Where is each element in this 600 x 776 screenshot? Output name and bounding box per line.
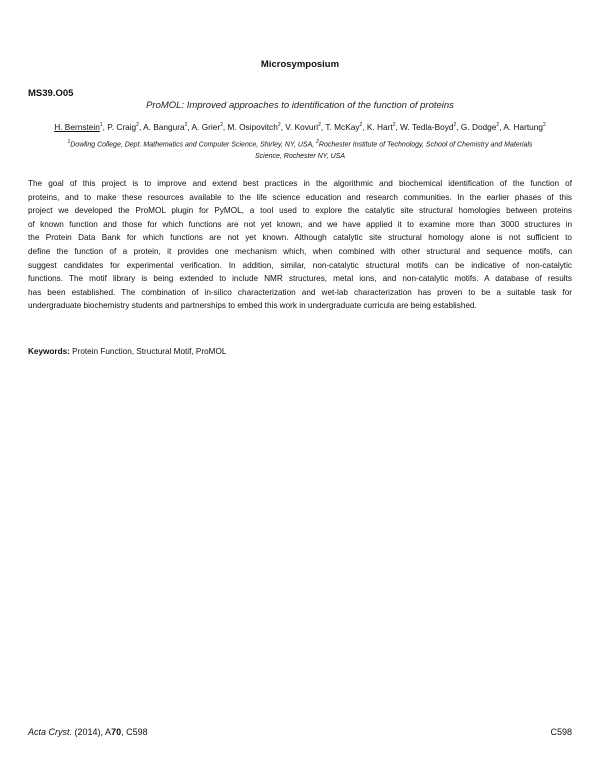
author-affiliation: 2 bbox=[453, 122, 457, 129]
author-name: P. Craig bbox=[107, 122, 137, 132]
author-name: W. Tedla-Boyd bbox=[400, 122, 454, 132]
keywords-value: Protein Function, Structural Motif, ProMOL bbox=[72, 347, 227, 356]
abstract-line: functions. The motif library is being extended to include NMR structures, metal ions, and non-catalytic motifs. A database of results bbox=[28, 274, 572, 284]
citation-year: (2014), A bbox=[74, 727, 112, 737]
author-affiliation: 2 bbox=[392, 122, 396, 129]
abstract-line: project we developed the ProMOL plugin for PyMOL, a tool used to explore the catalytic site structural homologies between proteins bbox=[28, 206, 572, 216]
author-name: A. Bangura bbox=[143, 122, 185, 132]
abstract-line: suggest candidates for experimental verification. In addition, similar, non-catalytic structural motifs can be indicative of non-catalytic bbox=[28, 260, 572, 270]
keywords bbox=[28, 347, 226, 356]
section-heading: Microsymposium bbox=[260, 59, 340, 70]
author-affiliation: 1 bbox=[99, 122, 103, 129]
abstract-body bbox=[28, 177, 572, 313]
abstract-line: define the function of a protein, it provides one mechanism which, when combined with other structural and sequence motifs, can bbox=[28, 246, 572, 256]
author-affiliation: 2 bbox=[543, 122, 546, 129]
affiliation-1: Dowling College, Dept. Mathematics and Computer Science, Shirley, NY, USA, bbox=[70, 141, 317, 149]
author-name: K. Hart bbox=[366, 122, 393, 132]
abstract-line: the Protein Data Bank for which functions are not yet known. Although catalytic site structural homology alone is not sufficient to bbox=[28, 233, 572, 243]
page-number: C598 bbox=[550, 727, 572, 737]
author-name: M. Osipovitch bbox=[227, 122, 278, 132]
author-affiliation: 2 bbox=[496, 122, 500, 129]
keywords-label: Keywords: bbox=[28, 347, 70, 356]
citation-volume: 70 bbox=[111, 727, 122, 737]
author-affiliation: 2 bbox=[184, 122, 188, 129]
footer-citation bbox=[28, 727, 148, 737]
affiliations bbox=[60, 136, 540, 163]
abstract-line: undergraduate biochemistry students and partnerships to embed this work in undergraduate curricula are being established. bbox=[28, 301, 477, 311]
author-name: V. Kovuri bbox=[285, 122, 319, 132]
author-name: T. McKay bbox=[325, 122, 360, 132]
author-name: H. Bernstein bbox=[54, 122, 100, 132]
author-affiliation: 2 bbox=[136, 122, 139, 129]
author-name: G. Dodge bbox=[460, 122, 497, 132]
abstract-line: The goal of this project is to improve and extend best practices in the algorithmic and biochemical identification of the function of bbox=[28, 179, 572, 188]
abstract-title: ProMOL: Improved approaches to identification of the function of proteins bbox=[146, 100, 454, 111]
journal-name: Acta Cryst. bbox=[28, 727, 73, 737]
abstract-code: MS39.O05 bbox=[28, 88, 74, 99]
affiliation-number: 2 bbox=[316, 139, 319, 145]
author-affiliation: 2 bbox=[318, 122, 321, 129]
author-affiliation: 2 bbox=[359, 122, 363, 129]
author-list: H. Bernstein$^1$, P. Craig$^2$, A. Bangura$^2$, A. Grier$^2$, M. Osipovitch$^2$, V. Kovuri$^2$, T. McKay$^2$, K. Hart$^2$, W. Tedla-Boyd$^2$, G. Dodge$^2$, A. Hartung$^2$ bbox=[54, 122, 546, 132]
abstract-line: proteins, and to make these resources available to the life science education and research communities. In the earlier phases of this bbox=[28, 192, 572, 202]
affiliation-2: Rochester Institute of Technology, School of Chemistry and Materials Science, Rochester NY, USA bbox=[254, 141, 533, 161]
abstract-line: of known function and those for which functions are not yet known, and we have applied it to examine more than 3000 structures in bbox=[28, 219, 572, 229]
abstract-line: has been established. The combination of in-silico characterization and wet-lab characterization has proven to be a suitable task for bbox=[28, 287, 572, 297]
author-name: A. Grier bbox=[191, 122, 221, 132]
author-name: A. Hartung bbox=[503, 122, 544, 132]
author-affiliation: 2 bbox=[220, 122, 223, 129]
author-affiliation: 2 bbox=[277, 122, 281, 129]
affiliation-number: 1 bbox=[67, 139, 71, 145]
citation-page: , C598 bbox=[121, 727, 148, 737]
